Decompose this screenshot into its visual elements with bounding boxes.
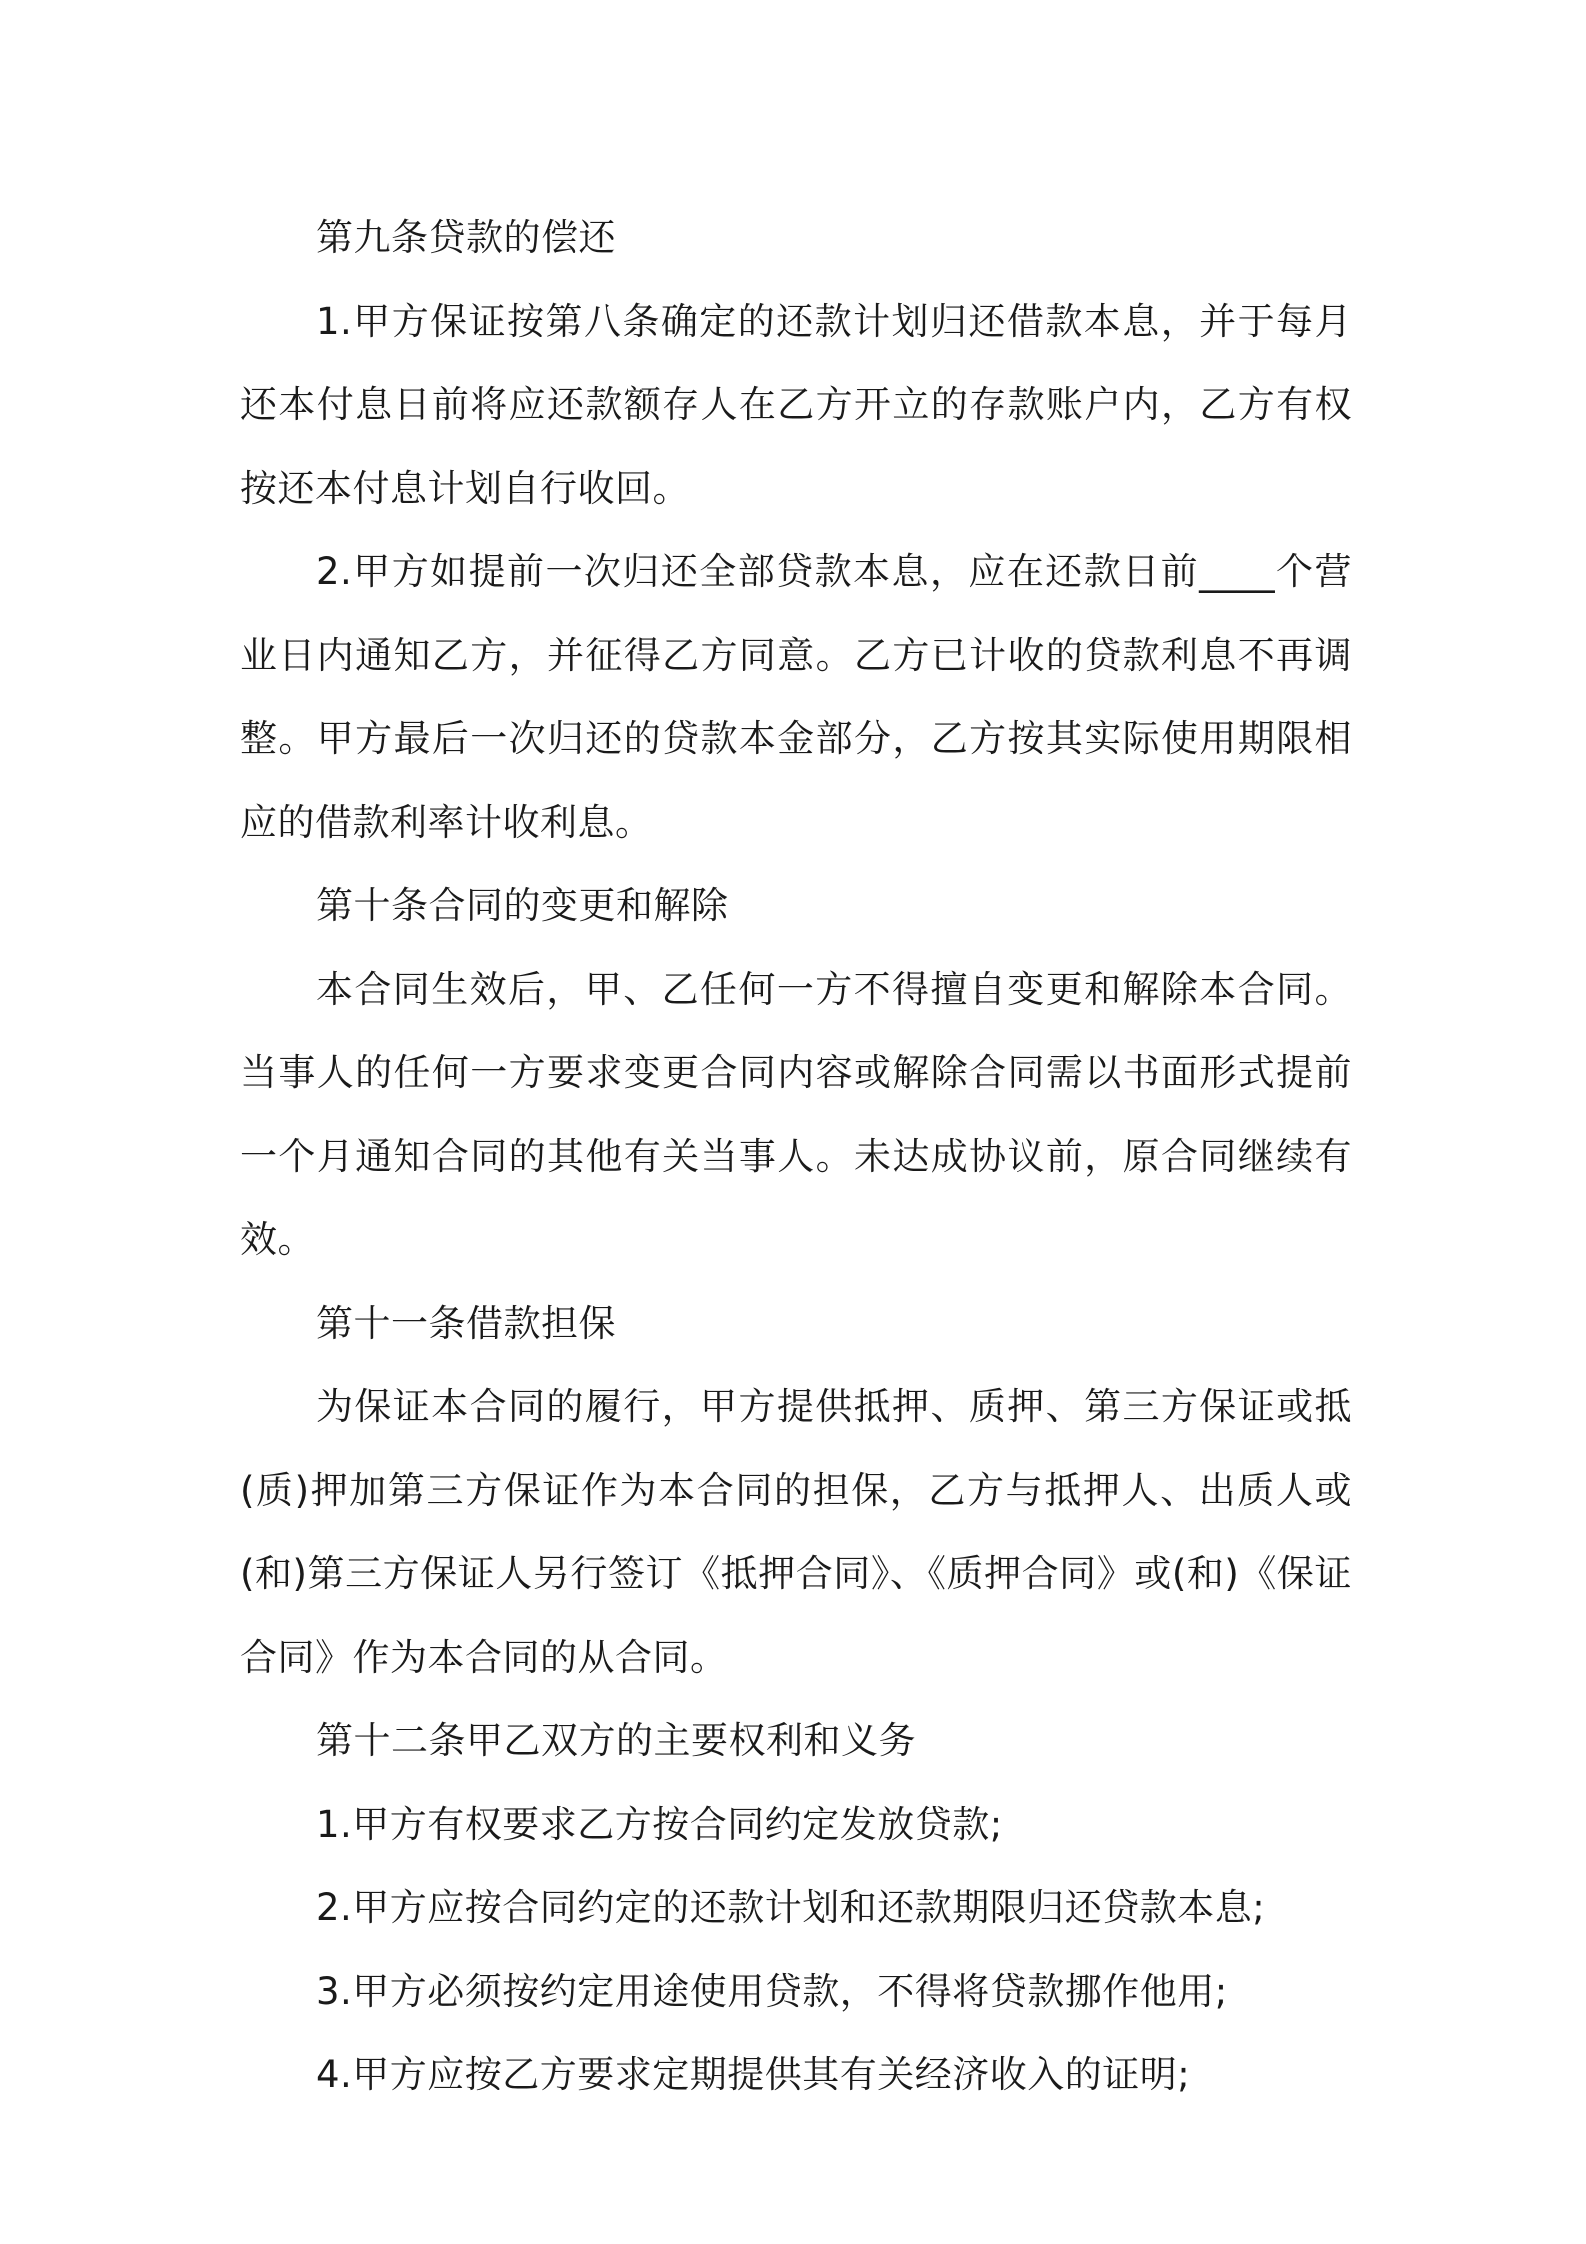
article-11-body: 为保证本合同的履行，甲方提供抵押、质押、第三方保证或抵(质)押加第三方保证作为本合同的担保，乙方与抵押人、出质人或(和)第三方保证人另行签订《抵押合同》、《质押合同》或(和)《保证合同》作为本合同的从合同。 bbox=[240, 1385, 1352, 1679]
document-body bbox=[240, 196, 1352, 2117]
article-10-heading: 第十条合同的变更和解除 bbox=[316, 884, 729, 927]
article-9-item-1: 1.甲方保证按第八条确定的还款计划归还借款本息，并于每月还本付息日前将应还款额存人在乙方开立的存款账户内，乙方有权按还本付息计划自行收回。 bbox=[240, 299, 1352, 510]
article-9-item-2: 2.甲方如提前一次归还全部贷款本息，应在还款日前____个营业日内通知乙方，并征得乙方同意。乙方已计收的贷款利息不再调整。甲方最后一次归还的贷款本金部分，乙方按其实际使用期限相应的借款利率计收利息。 bbox=[240, 550, 1352, 844]
article-12-item-1: 1.甲方有权要求乙方按合同约定发放贷款; bbox=[316, 1802, 1003, 1846]
article-10-body: 本合同生效后，甲、乙任何一方不得擅自变更和解除本合同。当事人的任何一方要求变更合同内容或解除合同需以书面形式提前一个月通知合同的其他有关当事人。未达成协议前，原合同继续有效。 bbox=[240, 967, 1352, 1261]
article-12-item-3: 3.甲方必须按约定用途使用贷款，不得将贷款挪作他用; bbox=[316, 1969, 1228, 2013]
article-9-heading: 第九条贷款的偿还 bbox=[316, 216, 616, 259]
article-11-heading: 第十一条借款担保 bbox=[316, 1301, 616, 1345]
article-12-item-2: 2.甲方应按合同约定的还款计划和还款期限归还贷款本息; bbox=[316, 1886, 1266, 1929]
article-12-heading: 第十二条甲乙双方的主要权利和义务 bbox=[316, 1719, 916, 1762]
article-12-item-4: 4.甲方应按乙方要求定期提供其有关经济收入的证明; bbox=[316, 2053, 1191, 2096]
